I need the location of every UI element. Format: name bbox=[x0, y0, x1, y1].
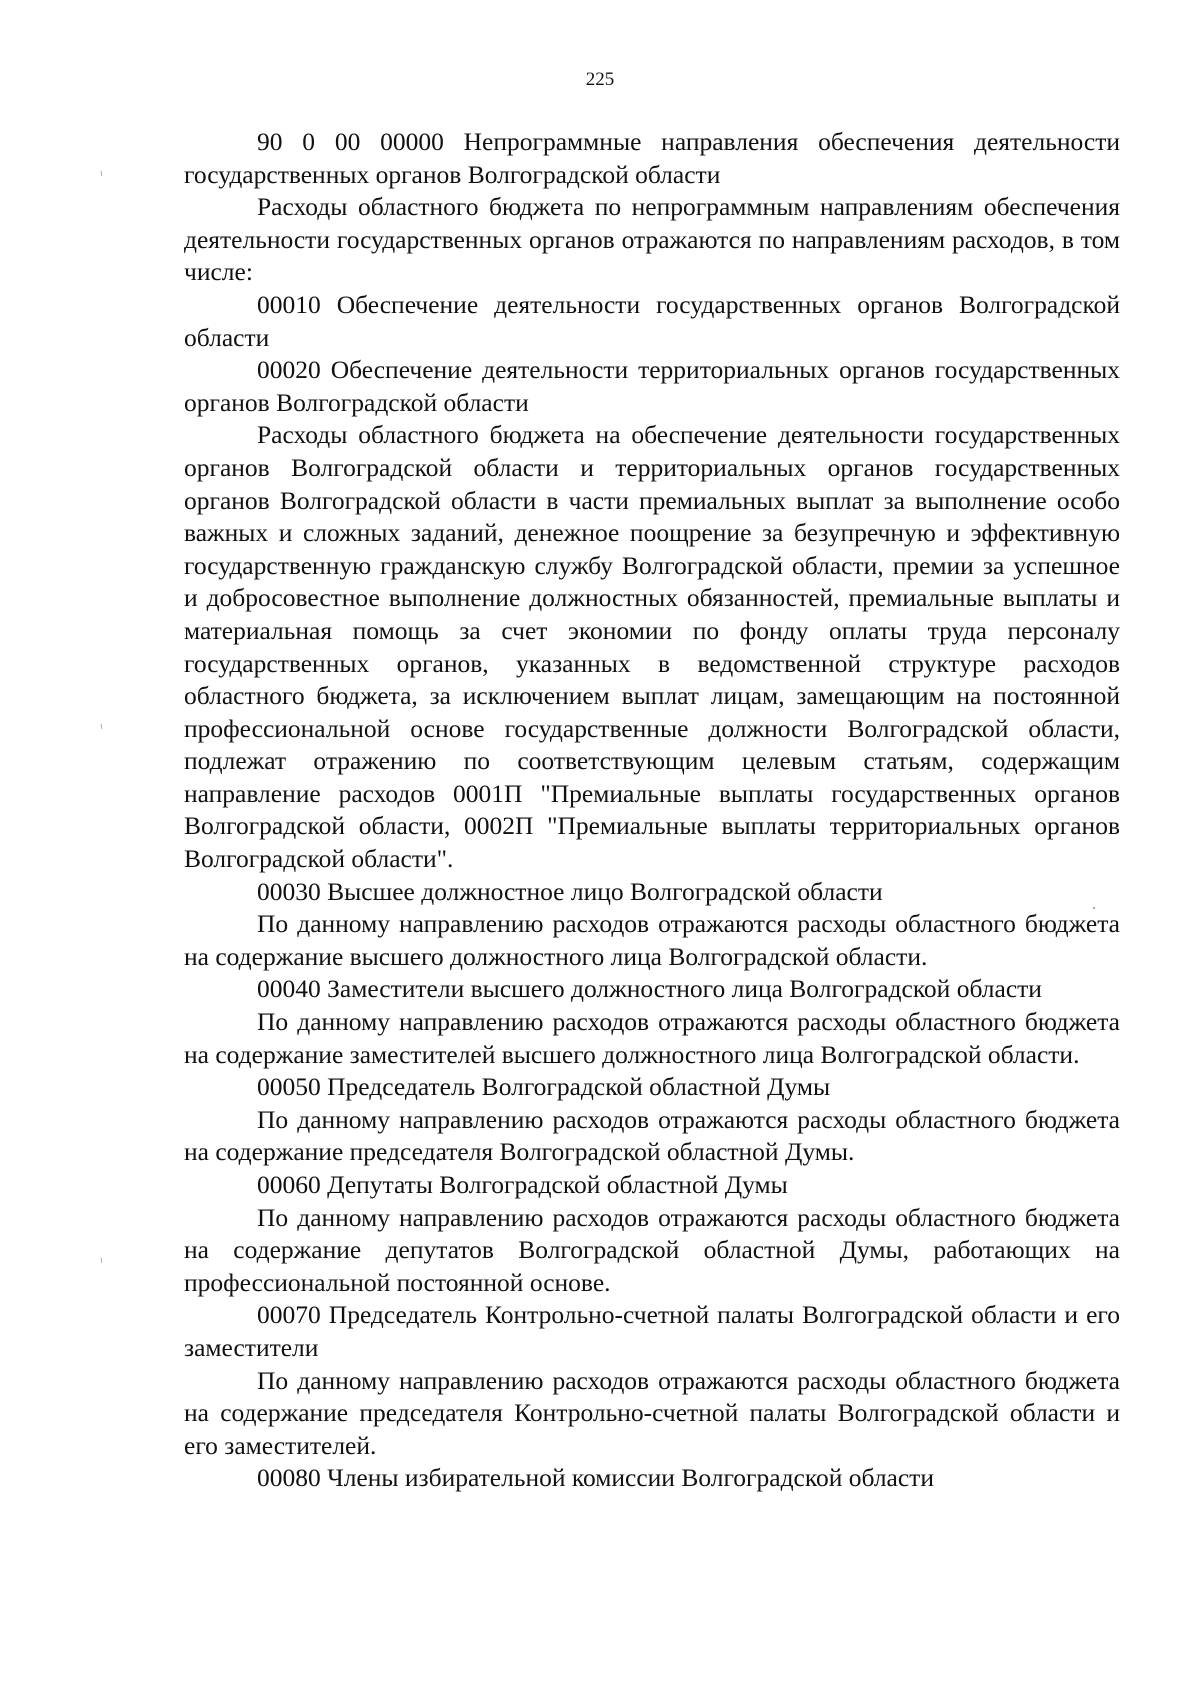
item-heading-00060: 00060 Депутаты Волгоградской областной Думы bbox=[257, 1170, 788, 1199]
item-heading-00050: 00050 Председатель Волгоградской областной Думы bbox=[257, 1072, 831, 1102]
item-heading-00010: 00010 Обеспечение деятельности государственных органов Волгоградской области bbox=[184, 289, 1120, 352]
paragraph-00030: По данному направлению расходов отражаются расходы областного бюджета на содержание высшего должностного лица Волгоградской области. bbox=[184, 909, 1120, 971]
item-heading-00080: 00080 Члены избирательной комиссии Волгоградской области bbox=[257, 1463, 934, 1493]
page-number: 225 bbox=[585, 69, 615, 90]
paragraph-00060: По данному направлению расходов отражаются расходы областного бюджета на содержание депутатов Волгоградской областной Думы, работающих на профессиональной постоянной основе. bbox=[184, 1202, 1120, 1297]
paragraph-premium-payments: Расходы областного бюджета на обеспечение деятельности государственных органов Волгоградской области и территориальных органов государственных органов Волгоградской области в части премиальных выплат за выполнение особо важных и сложных заданий, денежное поощрение за безупречную и эффективную государственную гражданскую службу Волгоградской области, премии за успешное и добросовестное выполнение должностных обязанностей, премиальные выплаты и материальная помощь за счет экономии по фонду оплаты труда персоналу государственных органов, указанных в ведомственной структуре расходов областного бюджета, за исключением выплат лицам, замещающим на постоянной профессиональной основе государственные должности Волгоградской области, подлежат отражению по соответствующим целевым статьям, содержащим направление расходов 0001П "Премиальные выплаты государственных органов Волгоградской области, 0002П "Премиальные выплаты территориальных органов Волгоградской области". bbox=[184, 420, 1120, 874]
scan-artifact-mark: ⸜ bbox=[96, 717, 109, 732]
paragraph-intro: Расходы областного бюджета по непрограммным направлениям обеспечения деятельности государственных органов отражаются по направлениям расходов, в том числе: bbox=[184, 192, 1120, 287]
item-heading-00020: 00020 Обеспечение деятельности территориальных органов государственных органов Волгоградской области bbox=[184, 355, 1120, 417]
paragraph-00070: По данному направлению расходов отражаются расходы областного бюджета на содержание председателя Контрольно-счетной палаты Волгоградской области и его заместителей. bbox=[184, 1365, 1120, 1460]
item-heading-00030: 00030 Высшее должностное лицо Волгоградской области bbox=[257, 876, 883, 906]
paragraph-00040: По данному направлению расходов отражаются расходы областного бюджета на содержание заместителей высшего должностного лица Волгоградской области. bbox=[184, 1007, 1120, 1069]
item-heading-00040: 00040 Заместители высшего должностного лица Волгоградской области bbox=[257, 974, 1042, 1004]
section-heading-90-0-00-00000: 90 0 00 00000 Непрограммные направления обеспечения деятельности государственных органов Волгоградской области bbox=[184, 127, 1120, 189]
scan-artifact-mark: ⸜ bbox=[96, 164, 109, 179]
item-heading-00070: 00070 Председатель Контрольно-счетной палаты Волгоградской области и его заместители bbox=[184, 1300, 1120, 1362]
scan-artifact-mark: ⸜ bbox=[96, 1251, 109, 1266]
document-body bbox=[184, 126, 1120, 1495]
paragraph-00050: По данному направлению расходов отражаются расходы областного бюджета на содержание председателя Волгоградской областной Думы. bbox=[184, 1104, 1120, 1167]
